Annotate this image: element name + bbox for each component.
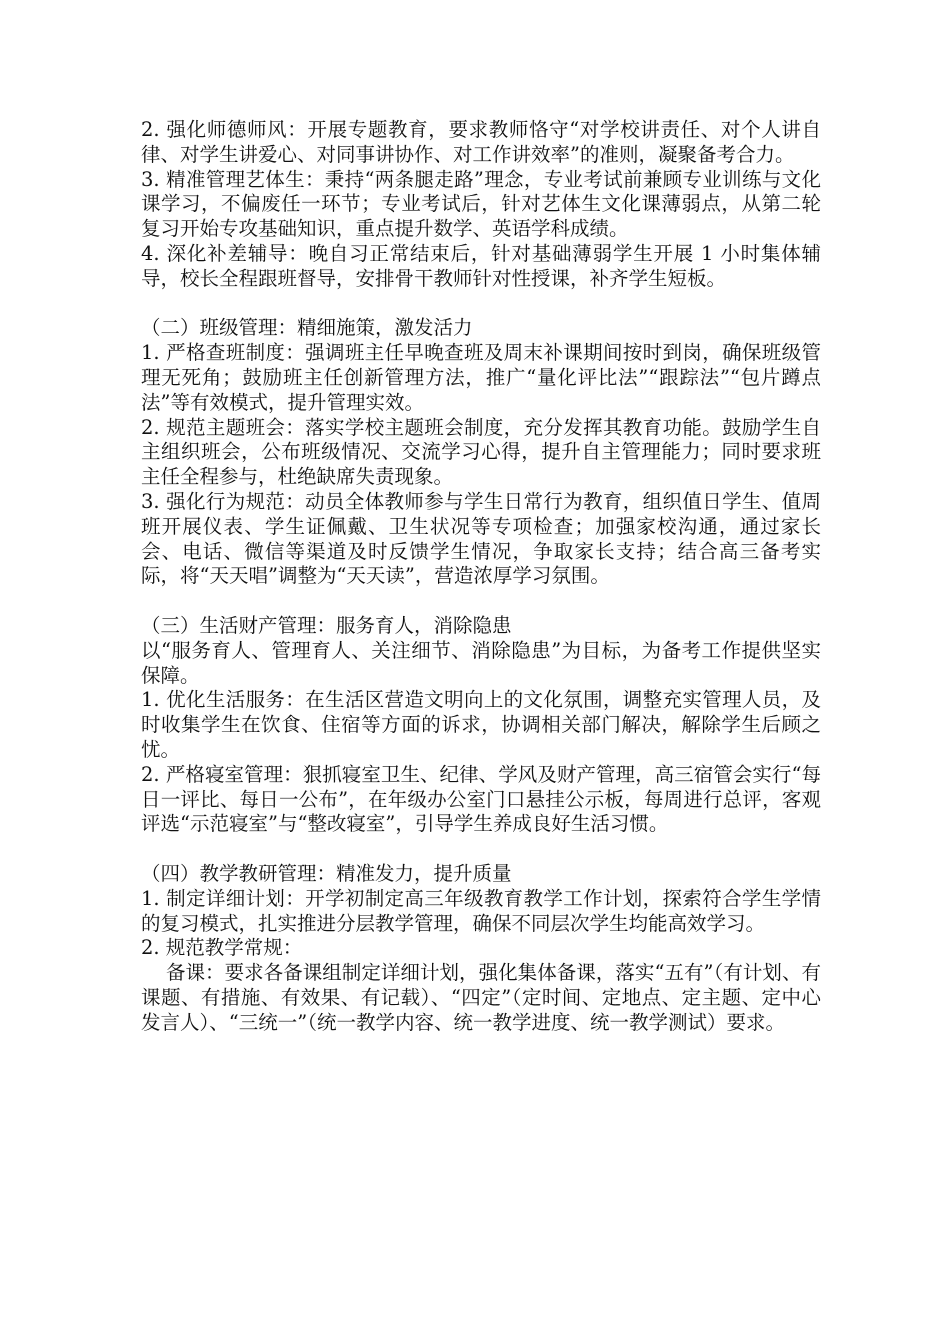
paragraph-life-service: 1. 优化生活服务：在生活区营造文明向上的文化氛围，调整充实管理人员，及时收集学生在饮食、住宿等方面的诉求，协调相关部门解决，解除学生后顾之忧。 xyxy=(141,688,821,761)
document-page xyxy=(141,118,821,1035)
section-heading-class-management: （二）班级管理：精细施策，激发活力 xyxy=(141,316,473,340)
paragraph-remedial-tutoring: 4. 深化补差辅导：晚自习正常结束后，针对基础薄弱学生开展 1 小时集体辅导，校长全程跟班督导，安排骨干教师针对性授课，补齐学生短板。 xyxy=(141,241,821,290)
blank-line xyxy=(141,589,821,614)
blank-line xyxy=(141,837,821,862)
blank-line xyxy=(141,292,821,317)
section-heading-life-property: （三）生活财产管理：服务育人，消除隐患 xyxy=(141,613,512,637)
paragraph-art-sports-students: 3. 精准管理艺体生：秉持“两条腿走路”理念，专业考试前兼顾专业训练与文化课学习，不偏废任一环节；专业考试后，针对艺体生文化课薄弱点，从第二轮复习开始专攻基础知识，重点提升数学、英语学科成绩。 xyxy=(141,167,821,241)
paragraph-dorm-management: 2. 严格寝室管理：狠抓寝室卫生、纪律、学风及财产管理，高三宿管会实行“每日一评比、每日一公布”，在年级办公室门口悬挂公示板，每周进行总评，客观评选“示范寝室”与“整改寝室”，引导学生养成良好生活习惯。 xyxy=(141,762,821,836)
paragraph-lesson-preparation: 备课：要求各备课组制定详细计划，强化集体备课，落实“五有”（有计划、有课题、有措施、有效果、有记载）、“四定”（定时间、定地点、定主题、定中心发言人）、“三统一”（统一教学内容、统一教学进度、统一教学测试）要求。 xyxy=(141,961,821,1034)
paragraph-teacher-ethics: 2. 强化师德师风：开展专题教育，要求教师恪守“对学校讲责任、对个人讲自律、对学生讲爱心、对同事讲协作、对工作讲效率”的准则，凝聚备考合力。 xyxy=(141,118,821,166)
paragraph-life-goal: 以“服务育人、管理育人、关注细节、消除隐患”为目标，为备考工作提供坚实保障。 xyxy=(141,638,821,687)
paragraph-teaching-routine: 2. 规范教学常规： xyxy=(141,936,303,960)
paragraph-theme-class-meeting: 2. 规范主题班会：落实学校主题班会制度，充分发挥其教育功能。鼓励学生自主组织班会，公布班级情况、交流学习心得，提升自主管理能力；同时要求班主任全程参与，杜绝缺席失责现象。 xyxy=(141,415,821,489)
paragraph-class-inspection: 1. 严格查班制度：强调班主任早晚查班及周末补课期间按时到岗，确保班级管理无死角；鼓励班主任创新管理方法，推广“量化评比法”“跟踪法”“包片蹲点法”等有效模式，提升管理实效。 xyxy=(141,341,821,414)
paragraph-detailed-plan: 1. 制定详细计划：开学初制定高三年级教育教学工作计划，探索符合学生学情的复习模式，扎实推进分层教学管理，确保不同层次学生均能高效学习。 xyxy=(141,886,821,935)
section-heading-teaching-research: （四）教学教研管理：精准发力，提升质量 xyxy=(141,861,512,885)
paragraph-behavior-norms: 3. 强化行为规范：动员全体教师参与学生日常行为教育，组织值日学生、值周班开展仪表、学生证佩戴、卫生状况等专项检查；加强家校沟通，通过家长会、电话、微信等渠道及时反馈学生情况，争取家长支持；结合高三备考实际，将“天天唱”调整为“天天读”，营造浓厚学习氛围。 xyxy=(141,489,821,588)
